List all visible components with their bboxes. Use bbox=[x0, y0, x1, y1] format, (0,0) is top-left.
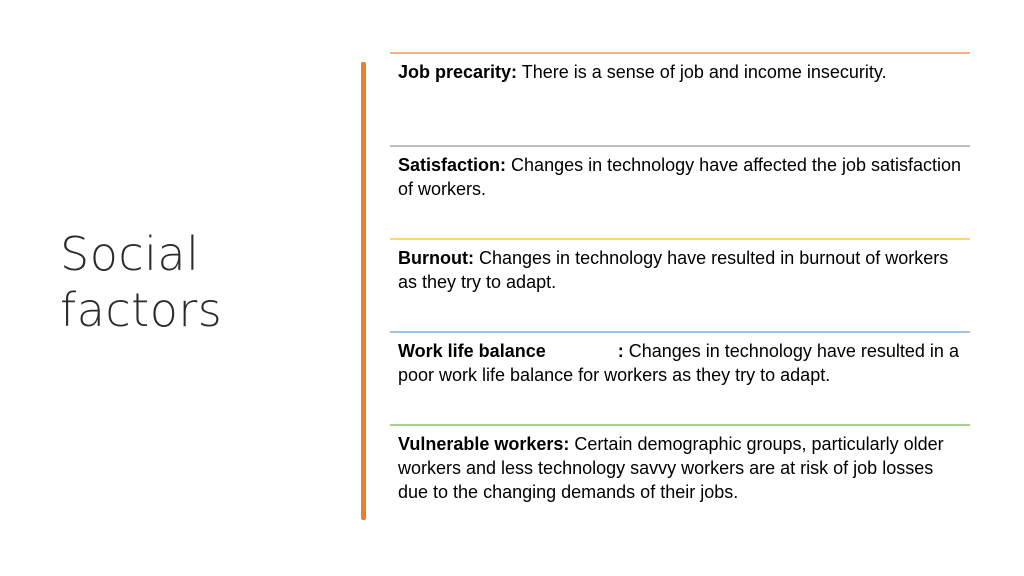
factor-description: Changes in technology have affected the job satisfaction of workers. bbox=[398, 155, 962, 199]
accent-divider-bar bbox=[361, 62, 366, 520]
factor-list bbox=[390, 52, 970, 517]
factor-term: Job precarity: bbox=[398, 62, 518, 82]
factor-description: Changes in technology have resulted in a poor work life balance for workers as they try to adapt. bbox=[398, 341, 959, 385]
factor-item-work-life-balance bbox=[390, 331, 970, 424]
slide-title bbox=[60, 226, 320, 338]
factor-description: There is a sense of job and income insecurity. bbox=[521, 62, 887, 82]
factor-term: Work life balance bbox=[398, 341, 546, 361]
factor-description: Changes in technology have resulted in burnout of workers as they try to adapt. bbox=[398, 248, 949, 292]
factor-description: Certain demographic groups, particularly older workers and less technology savvy workers are at risk of job losses due to the changing demands of their jobs. bbox=[398, 434, 944, 502]
factor-item-satisfaction bbox=[390, 145, 970, 238]
factor-item-job-precarity bbox=[390, 52, 970, 145]
title-line-2: factors bbox=[60, 283, 223, 337]
title-line-1: Social bbox=[60, 227, 200, 281]
factor-term: Burnout: bbox=[398, 248, 474, 268]
factor-item-vulnerable-workers bbox=[390, 424, 970, 517]
factor-term: Satisfaction: bbox=[398, 155, 507, 175]
factor-term-colon: : bbox=[617, 341, 624, 361]
factor-item-burnout bbox=[390, 238, 970, 331]
factor-term: Vulnerable workers: bbox=[398, 434, 570, 454]
